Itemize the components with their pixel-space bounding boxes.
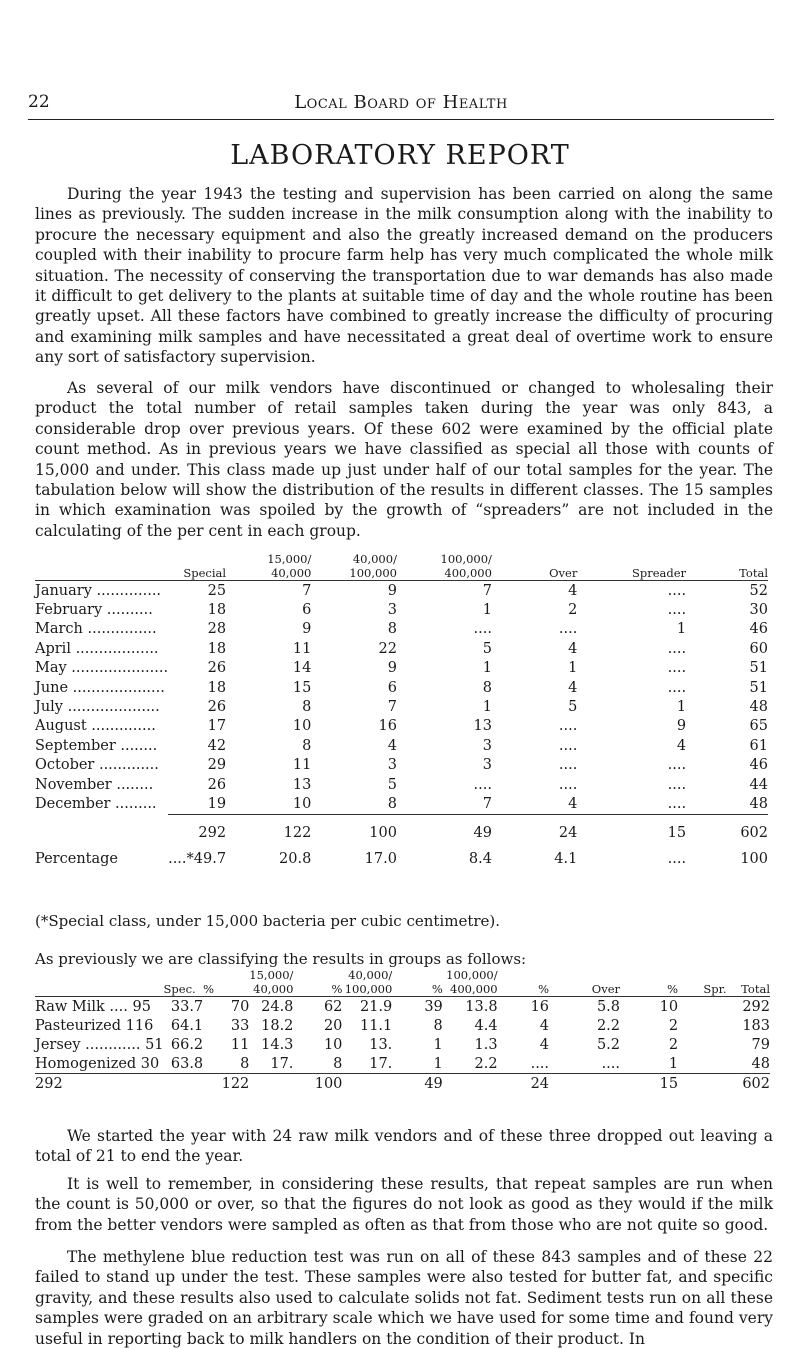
table-cell: 4	[568, 640, 578, 657]
total-cell	[249, 1074, 293, 1094]
table-cell: 18	[207, 602, 227, 619]
table-cell: 1	[676, 699, 687, 716]
total-cell	[342, 1074, 392, 1094]
table-cell: 21.9	[359, 998, 393, 1015]
table-cell: 13	[292, 776, 312, 793]
table-cell: 20	[323, 1017, 343, 1034]
table-cell: 17.	[249, 1054, 293, 1074]
table-cell: ....	[667, 776, 687, 793]
table-cell: 3	[387, 602, 397, 619]
table-row	[35, 1054, 770, 1074]
table-cell: ....	[549, 1054, 620, 1074]
paragraph-repeat-samples: It is well to remember, in considering these results, that repeat samples are run when the count is 50,000 or over, so that the figures do not look as good as they would if the milk from the better vendors were sampled as often as that from those who are not quite so good.	[35, 1175, 773, 1234]
header-spreader: Spreader	[577, 552, 686, 581]
table-cell: 65	[749, 718, 768, 735]
table-cell: 2.2	[596, 1017, 620, 1034]
table-cell: 14	[292, 660, 312, 677]
table-cell: 4	[539, 1017, 550, 1034]
group-header-c1-pct: %	[293, 968, 342, 997]
table-cell: 4.4	[474, 1017, 498, 1034]
table-cell: ....	[558, 621, 578, 638]
table-cell: March ...............	[35, 621, 157, 638]
group-totals-row	[35, 1074, 770, 1094]
table-cell: Pasteurized 116	[35, 1017, 154, 1034]
header-rule	[28, 119, 774, 120]
table-cell: 33.7	[170, 998, 204, 1015]
total-cell: 15	[659, 1075, 679, 1092]
table-cell: 1	[482, 699, 492, 716]
table-row	[35, 997, 770, 1017]
table-cell: 79	[751, 1036, 770, 1053]
table-cell: 292	[742, 998, 770, 1015]
table-cell: 33	[230, 1017, 250, 1034]
table-cell: 18	[207, 679, 227, 696]
table-cell: 6	[302, 602, 312, 619]
table-row	[35, 697, 768, 716]
table-cell: January ..............	[35, 582, 162, 599]
table-cell: 4	[568, 582, 578, 599]
total-cell: 122	[226, 814, 311, 843]
table-cell: August ..............	[35, 718, 156, 735]
table-cell: 5	[482, 640, 492, 657]
table-cell: 10	[659, 998, 679, 1015]
table-cell: 7	[302, 582, 312, 599]
group-header-spec-pct: %	[203, 968, 249, 997]
table-cell: 5	[568, 699, 578, 716]
table-cell: 4	[676, 737, 687, 754]
percentage-cell: Percentage	[35, 850, 118, 867]
table-cell: 3	[482, 757, 492, 774]
table-cell: 46	[749, 621, 768, 638]
table-cell: 11.1	[359, 1017, 393, 1034]
group-header-spec: Spec.	[164, 968, 204, 997]
table-cell: 17.	[342, 1054, 392, 1074]
table-cell: 1	[392, 1054, 442, 1074]
table-cell: 2	[668, 1036, 679, 1053]
total-cell	[35, 814, 168, 843]
table-cell: 4	[568, 679, 578, 696]
table-cell: 61	[749, 737, 768, 754]
group-header-spr-total: Spr. Total	[678, 968, 770, 997]
table-cell: 64.1	[170, 1017, 204, 1034]
header-month	[35, 552, 168, 581]
page-header	[28, 92, 774, 112]
table-cell: 1	[482, 660, 492, 677]
table-cell: 9	[302, 621, 312, 638]
percentage-cell: 8.4	[468, 850, 492, 867]
table-row	[35, 620, 768, 639]
header-100000-400000: 100,000/ 400,000	[397, 552, 492, 581]
table-cell: 19	[207, 795, 227, 812]
total-cell: 292	[35, 1075, 63, 1092]
table-cell: 46	[749, 757, 768, 774]
table-cell: 48	[749, 795, 768, 812]
total-cell: 100	[314, 1075, 343, 1092]
group-header-c3-pct: %	[498, 968, 549, 997]
total-cell: 292	[168, 814, 226, 843]
table-cell: 10	[292, 795, 312, 812]
table-cell: 11	[230, 1036, 250, 1053]
table-cell: 3	[387, 757, 397, 774]
table-cell: 9	[387, 582, 397, 599]
table-cell: 8	[302, 737, 312, 754]
table-cell: 11	[292, 757, 312, 774]
percentage-cell: 20.8	[279, 850, 312, 867]
table-cell: 60	[749, 640, 768, 657]
table-cell: Jersey ............ 51	[35, 1036, 164, 1053]
running-title: Local Board of Health	[294, 92, 508, 113]
table-cell: 17	[207, 718, 227, 735]
table-cell: ....	[667, 795, 687, 812]
total-cell: 15	[577, 814, 686, 843]
table-row	[35, 639, 768, 658]
table-cell: 2	[568, 602, 578, 619]
table-row	[35, 581, 768, 601]
table-cell: 13	[473, 718, 492, 735]
percentage-cell: 17.0	[364, 850, 397, 867]
group-header-over-pct: %	[620, 968, 678, 997]
table-cell: July ....................	[35, 699, 160, 716]
header-total: Total	[686, 552, 768, 581]
header-special: Special	[168, 552, 226, 581]
table-cell: 8	[302, 699, 312, 716]
table-row	[35, 736, 768, 755]
table-row	[35, 600, 768, 619]
table-cell: 26	[207, 660, 227, 677]
table-cell: November ........	[35, 776, 154, 793]
table-row	[35, 678, 768, 697]
table-cell: 22	[378, 640, 397, 657]
total-cell: 24	[530, 1075, 550, 1092]
table-cell: 8	[387, 621, 397, 638]
table-cell: 6	[387, 679, 397, 696]
percentage-cell: 100	[740, 850, 768, 867]
table-cell: 9	[676, 718, 687, 735]
table-cell: 70	[230, 998, 250, 1015]
table-cell: Homogenized 30	[35, 1054, 164, 1074]
group-header-c2-pct: %	[392, 968, 442, 997]
total-cell	[164, 1074, 204, 1094]
total-cell: 49	[397, 814, 492, 843]
table-cell: ....	[473, 776, 492, 793]
table-cell: 48	[678, 1054, 770, 1074]
table-cell: 14.3	[261, 1036, 294, 1053]
table-cell: 44	[749, 776, 768, 793]
group-header-type	[35, 968, 164, 997]
table-cell: ....	[558, 737, 578, 754]
table-row	[35, 1035, 770, 1054]
percentage-row	[35, 843, 768, 868]
total-cell: 24	[492, 814, 577, 843]
paragraph-vendors: We started the year with 24 raw milk vendors and of these three dropped out leaving a total of 21 to end the year.	[35, 1127, 773, 1166]
table-cell: 7	[482, 582, 492, 599]
monthly-results-table	[35, 552, 768, 868]
table-cell: 62	[323, 998, 343, 1015]
table-cell: 51	[749, 679, 768, 696]
total-cell: 100	[311, 814, 397, 843]
group-header-15000-40000: 15,000/ 40,000	[249, 968, 294, 996]
table-cell: ....	[667, 757, 687, 774]
table-cell: ....	[667, 602, 687, 619]
table-cell: 28	[207, 621, 227, 638]
table-cell: 5.2	[596, 1036, 620, 1053]
table-cell: 18.2	[261, 1017, 294, 1034]
total-cell	[549, 1074, 620, 1094]
table-cell: 8	[387, 795, 397, 812]
total-cell: 49	[424, 1075, 443, 1092]
table-cell: 26	[207, 776, 227, 793]
group-header-40000-100000: 40,000/ 100,000	[342, 968, 392, 997]
table-row	[35, 794, 768, 814]
table-cell: 8	[203, 1054, 249, 1074]
table-cell: 8	[433, 1017, 443, 1034]
table-cell: 2.2	[443, 1054, 498, 1074]
table-cell: 1	[620, 1054, 678, 1074]
group-results-table	[35, 968, 770, 1093]
table-cell: 66.2	[170, 1036, 204, 1053]
page-title: LABORATORY REPORT	[230, 140, 570, 171]
table-cell: 39	[424, 998, 443, 1015]
table-cell: ....	[667, 679, 687, 696]
paragraph-groups-intro: As previously we are classifying the results in groups as follows:	[35, 950, 527, 968]
table-row	[35, 775, 768, 794]
table-row	[35, 756, 768, 775]
table-cell: 48	[749, 699, 768, 716]
table-cell: ....	[558, 757, 578, 774]
table-cell: 11	[292, 640, 312, 657]
table-cell: 2	[668, 1017, 679, 1034]
table-cell: 18	[207, 640, 227, 657]
group-header-over: Over	[549, 968, 620, 997]
table-cell: ....	[667, 582, 687, 599]
table-cell: 10	[292, 718, 312, 735]
table-cell: 16	[530, 998, 550, 1015]
table-cell: 29	[207, 757, 227, 774]
table-cell: 8	[293, 1054, 342, 1074]
table-cell: 5.8	[596, 998, 620, 1015]
table-cell: 1	[482, 602, 492, 619]
table-cell: ....	[473, 621, 492, 638]
table-cell: April ..................	[35, 640, 159, 657]
table-row	[35, 1016, 770, 1035]
table-row	[35, 717, 768, 736]
table-cell: ....	[667, 640, 687, 657]
table-cell: 13.	[369, 1036, 393, 1053]
table-cell: 30	[749, 602, 768, 619]
table-cell: ....	[558, 776, 578, 793]
table-cell: 63.8	[164, 1054, 204, 1074]
table-cell: 9	[387, 660, 397, 677]
table-cell: 7	[387, 699, 397, 716]
table-cell: 15	[292, 679, 312, 696]
table-cell: 24.8	[261, 998, 294, 1015]
table-cell: September ........	[35, 737, 158, 754]
table-cell: June ....................	[35, 679, 165, 696]
table-cell: ....	[558, 718, 578, 735]
table-cell: 7	[482, 795, 492, 812]
table-cell: 4	[539, 1036, 550, 1053]
total-cell: 122	[221, 1075, 250, 1092]
table-cell: 10	[323, 1036, 343, 1053]
table-cell: 5	[387, 776, 397, 793]
paragraph-methylene: The methylene blue reduction test was run on all of these 843 samples and of these 22 failed to stand up under the test. These samples were also tested for butter fat, and specific gravity, and these results also used to calculate solids not fat. Sediment tests run on all these samples were graded on an arbitrary scale which we have used for some time and found very useful in reporting back to milk handlers on the condition of their product. In	[35, 1248, 773, 1348]
table-cell: December .........	[35, 796, 157, 813]
table-cell: 13.8	[465, 998, 498, 1015]
header-15000-40000: 15,000/ 40,000	[226, 552, 311, 581]
table-cell: 1	[568, 660, 578, 677]
table-cell: 4	[568, 795, 578, 812]
table-cell: ....	[667, 660, 687, 677]
total-cell: 602	[742, 1075, 770, 1092]
table-cell: May .....................	[35, 660, 169, 677]
table-cell: 8	[482, 679, 492, 696]
header-over: Over	[492, 552, 577, 581]
percentage-cell: ....	[667, 850, 687, 867]
table-cell: October .............	[35, 757, 159, 774]
table-cell: 42	[207, 737, 227, 754]
percentage-cell: 4.1	[554, 850, 578, 867]
table-cell: 26	[207, 699, 227, 716]
table-cell: February ..........	[35, 602, 153, 619]
total-cell: 602	[686, 814, 768, 843]
paragraph-intro: During the year 1943 the testing and supervision has been carried on along the same lines as previously. The sudden increase in the milk consumption along with the inability to procure the necessary equipment and also the greatly increased demand on the producers coupled with their inability to procure farm help has very much complicated the whole milk situation. The necessity of conserving the transportation due to war demands has also made it difficult to get delivery to the plants at suitable time of day and the whole routine has been greatly upset. All these factors have combined to greatly increase the difficulty of procuring and examining milk samples and have necessitated a great deal of overtime work to ensure any sort of satisfactory supervision.	[35, 185, 773, 367]
table-cell: 3	[482, 737, 492, 754]
table-cell: Raw Milk .... 95	[35, 998, 151, 1015]
group-header-100000-400000: 100,000/ 400,000	[443, 968, 498, 997]
paragraph-classification: As several of our milk vendors have discontinued or changed to wholesaling their product the total number of retail samples taken during the year was only 843, a considerable drop over previous years. Of these 602 were examined by the official plate count method. As in previous years we have classified as special all those with counts of 15,000 and under. This class made up just under half of our total samples for the year. The tabulation below will show the distribution of the results in different classes. The 15 samples in which examination was spoiled by the growth of “spreaders” are not included in the calculating of the per cent in each group.	[35, 379, 773, 540]
table-cell: 51	[749, 660, 768, 677]
totals-row	[35, 814, 768, 843]
special-class-note: (*Special class, under 15,000 bacteria per cubic centimetre).	[35, 912, 501, 930]
table-cell: 25	[207, 582, 227, 599]
table-cell: 1	[676, 621, 687, 638]
table-cell: 52	[749, 582, 768, 599]
header-40000-100000: 40,000/ 100,000	[311, 552, 397, 581]
total-cell	[443, 1074, 498, 1094]
percentage-cell: ....*49.7	[168, 850, 227, 867]
table-cell: 1	[433, 1036, 443, 1053]
table-cell: 4	[387, 737, 397, 754]
table-cell: 183	[742, 1017, 770, 1034]
table-cell: 1.3	[474, 1036, 498, 1053]
table-row	[35, 659, 768, 678]
table-cell: 16	[378, 718, 397, 735]
page-number: 22	[28, 92, 50, 112]
table-cell: ....	[498, 1054, 549, 1074]
